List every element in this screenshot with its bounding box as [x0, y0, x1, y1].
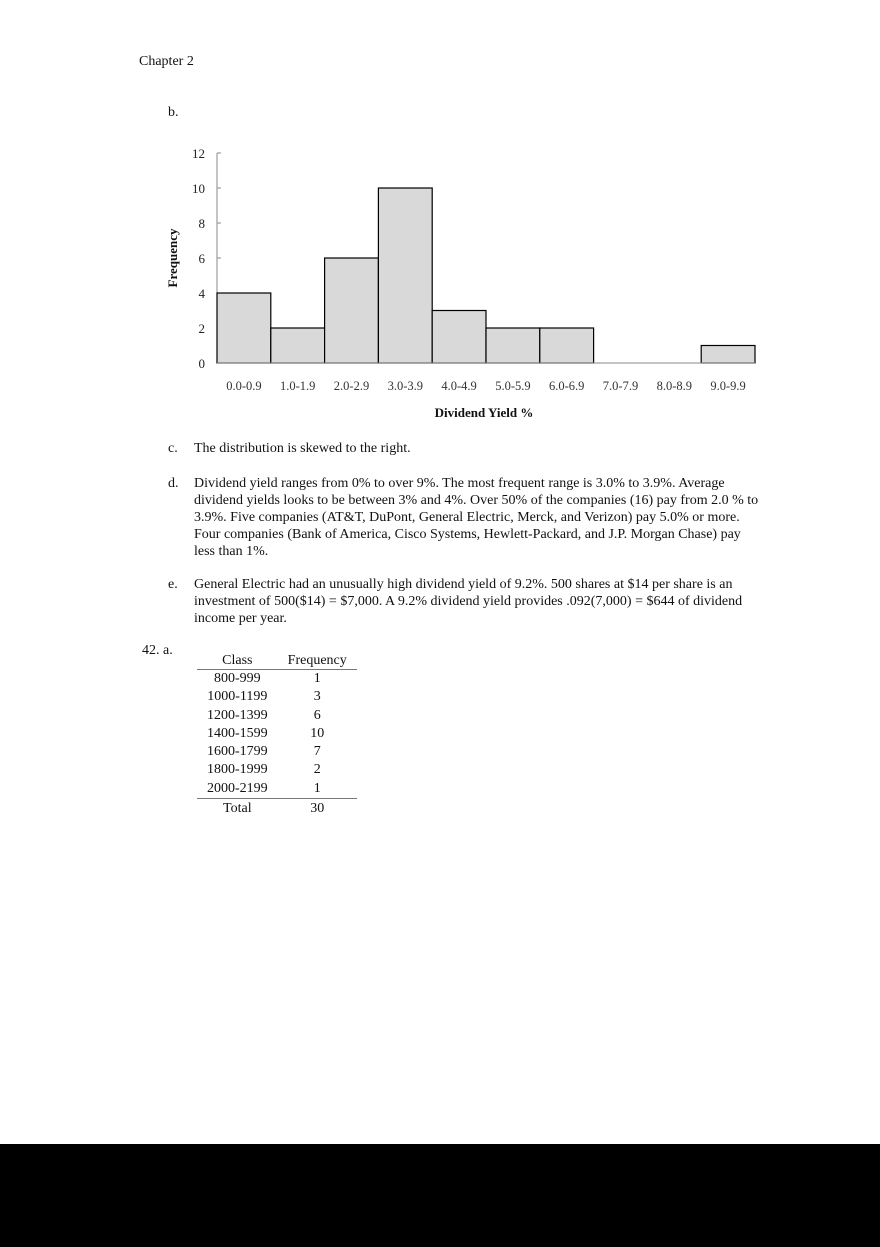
class-cell: 1000-1199	[207, 689, 268, 705]
y-axis-title: Frequency	[165, 228, 180, 288]
histogram-bar	[540, 328, 594, 363]
x-axis-title: Dividend Yield %	[434, 405, 534, 420]
frequency-cell: 1	[278, 780, 357, 799]
answer-d-line: Dividend yield ranges from 0% to over 9%. The most frequent range is 3.0% to 3.9%. Average	[194, 476, 725, 491]
table-header-row	[197, 652, 357, 670]
y-tick-label: 10	[192, 181, 205, 196]
y-tick-label: 0	[198, 356, 205, 371]
y-tick-label: 4	[198, 286, 205, 301]
class-cell: 800-999	[214, 671, 261, 686]
answer-d-line: less than 1%.	[194, 544, 269, 559]
x-tick-label: 6.0-6.9	[548, 379, 585, 393]
answer-e-text	[194, 576, 784, 627]
histogram-bar	[271, 328, 325, 363]
frequency-cell: 2	[313, 762, 321, 778]
problem-42-label: 42. a.	[142, 643, 173, 658]
x-tick-label: 1.0-1.9	[279, 379, 316, 393]
part-b-label: b.	[168, 105, 179, 120]
frequency-cell: 3	[313, 689, 321, 705]
table-row	[197, 707, 357, 725]
histogram-bar	[432, 311, 486, 364]
x-tick-label: 4.0-4.9	[441, 379, 477, 393]
x-tick-label: 0.0-0.9	[226, 379, 262, 393]
x-tick-label: 9.0-9.9	[710, 379, 746, 393]
class-cell: 1200-1399	[207, 707, 268, 723]
x-tick-label: 3.0-3.9	[387, 379, 424, 393]
histogram-svg	[150, 140, 790, 425]
answer-d-label: d.	[168, 476, 179, 491]
answer-d-line: 3.9%. Five companies (AT&T, DuPont, General Electric, Merck, and Verizon) pay 5.0% or more.	[194, 510, 740, 525]
x-tick-label: 8.0-8.9	[656, 379, 693, 393]
class-cell: 2000-2199	[197, 780, 278, 799]
frequency-cell: 7	[313, 744, 321, 760]
table-row	[197, 725, 357, 743]
y-tick-label: 12	[192, 146, 205, 161]
total-value: 30	[310, 801, 325, 817]
answer-e-line: General Electric had an unusually high dividend yield of 9.2%. 500 shares at $14 per share is an	[194, 577, 733, 592]
table-row	[197, 743, 357, 761]
answer-d-text	[194, 475, 784, 560]
frequency-cell: 1	[313, 671, 321, 686]
answer-c-label: c.	[168, 441, 178, 456]
answer-e-label: e.	[168, 577, 178, 592]
x-tick-label: 7.0-7.9	[602, 379, 639, 393]
table-row	[197, 688, 357, 706]
total-label: Total	[223, 801, 252, 817]
x-tick-label: 5.0-5.9	[495, 379, 531, 393]
y-tick-label: 6	[198, 251, 205, 266]
y-tick-label: 8	[198, 216, 205, 231]
answer-e-line: investment of 500($14) = $7,000. A 9.2% dividend yield provides .092(7,000) = $644 of dividend	[194, 594, 743, 609]
table-row	[197, 670, 357, 689]
table-row	[197, 780, 357, 799]
black-band	[0, 1144, 880, 1247]
answer-c-text: The distribution is skewed to the right.	[194, 441, 411, 456]
column-header-frequency: Frequency	[278, 652, 357, 670]
class-cell: 1800-1999	[207, 762, 268, 778]
frequency-cell: 6	[313, 707, 321, 723]
answer-d-line: Four companies (Bank of America, Cisco Systems, Hewlett-Packard, and J.P. Morgan Chase) pay	[194, 527, 741, 542]
class-cell: 1600-1799	[207, 744, 268, 760]
y-tick-label: 2	[198, 321, 205, 336]
histogram-bar	[701, 346, 755, 364]
histogram-bar	[486, 328, 540, 363]
histogram-bar	[217, 293, 271, 363]
answer-d-line: dividend yields looks to be between 3% and 4%. Over 50% of the companies (16) pay from 2.0 % to	[194, 493, 759, 508]
answer-e-line: income per year.	[194, 611, 287, 626]
class-cell: 1400-1599	[207, 725, 268, 741]
frequency-cell: 10	[310, 725, 325, 741]
histogram-chart	[150, 140, 790, 425]
column-header-class: Class	[197, 652, 278, 670]
x-tick-label: 2.0-2.9	[333, 379, 370, 393]
histogram-bar	[378, 188, 432, 363]
table-total-row	[197, 799, 357, 819]
page-header: Chapter 2	[139, 54, 194, 69]
histogram-bar	[325, 258, 379, 363]
frequency-table	[197, 652, 357, 818]
table-row	[197, 761, 357, 779]
